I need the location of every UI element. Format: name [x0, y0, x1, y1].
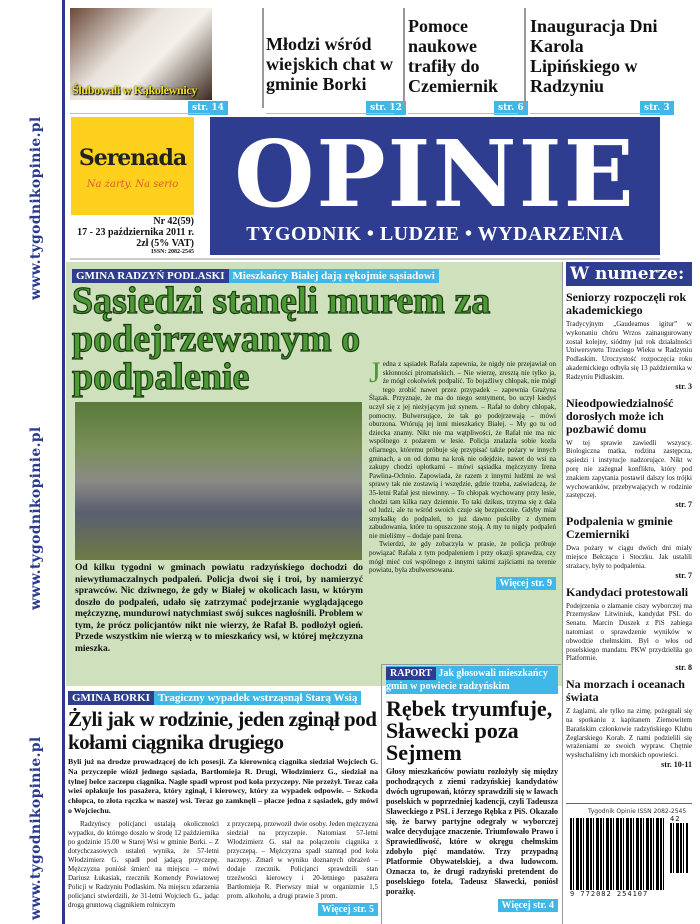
- ad-brand: Serenada: [78, 145, 187, 171]
- page-badge[interactable]: str. 3: [640, 101, 674, 115]
- item-title: Podpalenia w gminie Czemierniki: [566, 514, 673, 542]
- sidebar-header: W numerze:: [566, 262, 692, 286]
- article-borki: [68, 688, 378, 916]
- divider: [524, 8, 526, 108]
- teaser-headline: Inauguracja Dni Karola Lipińskiego w Radzyniu: [530, 16, 658, 96]
- teaser-headline: Młodzi wśród wiejskich chat w gminie Borki: [266, 34, 393, 94]
- site-url[interactable]: www.tygodnikopinie.pl: [28, 426, 44, 610]
- teaser-2[interactable]: [408, 16, 522, 96]
- divider: [408, 113, 518, 114]
- barcode: [570, 808, 688, 898]
- sidebar-item[interactable]: [566, 291, 692, 392]
- main-body: [369, 356, 556, 590]
- divider: [566, 803, 692, 804]
- issue-dates: 17 - 23 października 2011 r.: [77, 227, 194, 238]
- article-body: Głosy mieszkańców powiatu rozłożyły się między pochodzących z ziemi radzyńskiej kandydatów dwóch ugrupowań, którzy sprawdzili się w ławach poselskich w poprzedniej kadencji, czyli Tadeusza Sławeckiego z PSL i Jerzego Rębka z PiS. Okazało się, że barwy partyjne odegrały w wyborczej walce decydujące znaczenie. Triumfowało Prawo i Sprawiedliwość, które w okręgu chełmskim zdobyło pięć mandatów. Trzy przypadną Platformie Obywatelskiej, a dwa ludowcom. Oznacza to, że drugi radzyński pretendent do poselskiego fotela, Tadeusz Sławecki, poniósł porażkę.: [386, 767, 558, 896]
- kicker-label: Jak głosowali mieszkańcy gmin w powiecie radzyńskim: [386, 668, 548, 692]
- item-page: str. 7: [675, 500, 692, 510]
- item-text: Podejrzenia o złamanie ciszy wyborczej ma Przemysław Litwiniuk, kandydat PSL do Senatu. Marcin Duszek z PiS zabiega natomiast o sprawdzenie wyników w obwodzie chełmskim. Był o włos od poselskiego mandatu. PKW przydzieliła go Platformie.: [566, 601, 692, 663]
- teaser-caption: Ślubowali w Kąkolewnicy: [72, 83, 198, 97]
- item-page: str. 7: [675, 570, 692, 580]
- more-link[interactable]: Więcej str. 5: [318, 903, 379, 916]
- issn: ISSN: 2082-2545: [151, 249, 194, 255]
- addon-bars: [670, 823, 688, 873]
- barcode-bars: [570, 818, 664, 890]
- sidebar-item[interactable]: [566, 586, 692, 674]
- divider: [530, 113, 660, 114]
- divider: [70, 113, 210, 114]
- item-text: Dwa pożary w ciągu dwóch dni miały miejsce Bełczącu i Stoczku. Jak ustalili strażacy, były to podpalenia.: [566, 544, 692, 570]
- left-border: [62, 0, 65, 924]
- item-text: Tradycyjnym „Gaudeamus igitur” w wykonaniu chóru Wrzos zainaugurowany został kolejny, siódmy już rok działalności Uniwersytetu Trzeciego Wieku w Radzyniu Podlaskim. Uroczystość rozpoczęcia roku akademickiego odbyła się 13 października w Radzyniu Pidlaskim.: [566, 320, 692, 381]
- sidebar-item[interactable]: [566, 678, 692, 770]
- teaser-photo[interactable]: [70, 8, 212, 100]
- main-headline[interactable]: Sąsiedzi stanęli murem za podejrzewanym o podpalenie: [72, 280, 491, 398]
- kicker-label: Mieszkańcy Białej dają rękojmie sąsiadowi: [229, 269, 439, 283]
- more-link[interactable]: Więcej str. 9: [496, 577, 557, 590]
- section-label: GMINA BORKI: [68, 691, 154, 705]
- body-text: edna z sąsiadek Rafała zapewnia, że nigdy nie przejawiał on skłonności piromańskich. – Nie wierzę, zresztą nie tylko ja, że mógł cokolwiek podpalić. To bojaźliwy chłopak, nie mógł tego zrobić nawet przez przypadek – zapewnia Grażyna Ślązak. Przyznaje, że ma do niego sentyment, bo uczył kiedyś uczył się z jej nieżyjącym już synem. – Rafał to dobry chłopak, pomocny. Bulwersujące, że tak go podejrzewają – mówi oburzona. Wtórują jej inni mieszkańcy Białej. – My go tu od dziecka znamy. Nikt nie ma wątpliwości, że Rafał nie ma nic wspólnego z pożarem w lesie. Policja znalazła sobie kozła ofiarnego, któremu próbuje się przypisać także pożary w innych gminach, a on od domu na krok nie odejdzie, nawet do wsi na zakupy chodzi opłotkami – mówi sąsiadka mężczyzny Irena Pawlina-Ochnio. Zapowiada, że razem z innymi ludźmi ze wsi sprawy tak nie zostawią i wszędzie, gdzie trzeba, zaświadczą, że 35-letni Rafał jest niewinny. – To chłopak wychowany przy lesie, chodzi tam kilka razy dziennie. To taki dzikus, trzyma się z dala od ludzi, ale tu wśród swoich czuje się bezpiecznie. Gdyby miał smykałkę do podpaleń, to już dawno puściłby z dymem zabudowania, które tu opuszczone stoją. A my tu nigdy podpaleń nie mieliśmy – dodaje pani Irena.: [369, 360, 556, 540]
- divider: [381, 664, 561, 665]
- issue-price: 2zł (5% VAT): [136, 238, 194, 249]
- article-lead: Byli już na drodze prowadzącej do ich posesji. Za kierownicą ciągnika siedział Wojciech G. Na przyczepie wiózł jednego sąsiada, Bartłomieja R. Drugi, Włodzimierz G., siedział na tylnej belce zaczepu ciągnika. Nagle spadł wprost pod koła przyczepy. Nie przeżył. Teraz cała wieś opłakuje los pasażera, który zginął, i kierowcy, który za wypadek odpowie. – Szkoda chłopca, to złota rączka w naszej wsi. Teraz go zamknęli – płacze jedna z sąsiadek, gdy mówi o Wojciechu.: [68, 757, 378, 815]
- divider: [562, 262, 563, 924]
- kicker-label: Tragiczny wypadek wstrząsnął Starą Wsią: [154, 691, 361, 705]
- sidebar-item[interactable]: [566, 515, 692, 580]
- sidebar-item[interactable]: [566, 397, 692, 511]
- item-page: str. 10-11: [661, 759, 692, 769]
- item-title: Kandydaci protestowali: [566, 584, 689, 599]
- masthead: [210, 117, 660, 255]
- divider: [70, 258, 660, 260]
- drop-cap: J: [369, 356, 381, 389]
- teaser-3[interactable]: [530, 16, 662, 96]
- barcode-number: 9 772082 254107: [570, 890, 649, 898]
- site-url[interactable]: www.tygodnikopinie.pl: [28, 736, 44, 920]
- teaser-1[interactable]: [266, 34, 400, 94]
- more-link[interactable]: Więcej str. 4: [498, 899, 559, 912]
- issue-number: Nr 42(59): [153, 216, 194, 227]
- article-raport: [386, 666, 558, 912]
- item-title: Na morzach i oceanach świata: [566, 677, 685, 705]
- column-text: Radzyńscy policjanci ustalają okoliczności wypadku, do którego doszło w środę 12 października po godzinie 15.00 w Starej Wsi w gminie Borki. – Z dotychczasowych ustaleń wynika, że 57-letni Włodzimierz G. spadł pod jadącą przyczepę. Mężczyzna poniósł śmierć na miejscu – mówi Dariusz Łukasiak, rzecznik Komendy Powiatowej Policji w Radzyniu Podlaskim. Na miejscu zdarzenia policjanci stwierdzili, że 31-letni Wojciech G., jadąc drogą gruntową ciągnikiem rolniczym: [68, 819, 219, 909]
- item-page: str. 3: [675, 381, 692, 391]
- sidebar: [566, 262, 692, 770]
- page-badge[interactable]: str. 14: [188, 101, 228, 115]
- masthead-subtitle: TYGODNIK • LUDZIE • WYDARZENIA: [246, 223, 624, 245]
- item-text: Z żaglami, ale tylko na zimę, pożegnali się na spotkaniu z kapitanem Ziemowitem Barańskim członkowie radzyńskiego Klubu Żeglarskiego Korab. Z nami podzielili się wrażeniami ze swoich wypraw. Chętnie wysłuchaliśmy ich morskich opowieści.: [566, 707, 692, 760]
- ad-tagline: Na żarty. Na serio: [86, 179, 179, 190]
- divider: [262, 8, 264, 108]
- column-text: z przyczepą, przewoził dwie osoby. Jeden mężczyzna siedział na przyczepie. Natomiast 57-letni Włodzimierz G. stał na połączeniu ciągnika z przyczepą. – Mężczyzna spadł stamtąd pod koła naczepy. Zmarł w wyniku doznanych obrażeń – dodaje rzecznik. Policjanci sprawdzili stan trzeźwości kierowcy i 20-letniego pasażera Bartłomieja R. Pierwszy miał w organizmie 1,5 prom. alkoholu, a drugi prawie 3 prom.: [227, 819, 378, 900]
- item-title: Seniorzy rozpoczęli rok akademickiego: [566, 290, 687, 317]
- issue-info: [71, 216, 194, 256]
- main-photo: [75, 402, 362, 560]
- item-text: W tej sprawie zawiedli wszyscy. Biologiczna matka, rodzina zastępcza, sąsiedzi i instytucje nadzorujące. Nikt w porę nie zażegnał konfliktu, który pod znakiem zapytania postawił dalszy los trójki wychowanków, przebywających w rodzinie zastępczej.: [566, 438, 692, 500]
- divider: [403, 8, 405, 108]
- side-url-strip: [28, 0, 62, 924]
- serenada-ad[interactable]: [71, 117, 194, 215]
- main-lead: Od kilku tygodni w gminach powiatu radzyńskiego dochodzi do niewytłumaczalnych podpaleń. Policja dwoi się i troi, by namierzyć sprawców. Nic dziwnego, że gdy w Białej w okolicach lasu, w którym doszło do podpaleń, udało się zatrzymać podejrzanie wyglądającego mężczyznę, mundurowi natychmiast swój sukces nagłośnili. Problem w tym, że prócz policjantów nikt nie wierzy, że Rafał B. podłożył ogień. Przede wszystkim nie wierzą w to mieszkańcy wsi, w której mężczyzna mieszka.: [75, 563, 363, 654]
- divider: [381, 664, 382, 924]
- section-label: RAPORT: [386, 667, 436, 680]
- item-page: str. 8: [675, 663, 692, 673]
- article-headline[interactable]: Rębek tryumfuje, Sławecki poza Sejmem: [386, 696, 553, 765]
- article-headline[interactable]: Żyli jak w rodzinie, jeden zginął pod kołami ciągnika drugiego: [68, 707, 377, 754]
- item-title: Nieodpowiedzialność dorosłych może ich pozbawić domu: [566, 395, 674, 436]
- page-badge[interactable]: str. 6: [494, 101, 528, 115]
- page-badge[interactable]: str. 12: [366, 101, 406, 115]
- section-label: GMINA RADZYŃ PODLASKI: [72, 269, 229, 283]
- body-text: Twierdzi, że gdy zobaczyła w prasie, że policja próbuje powiązać Rafała z tym podpaleniem i przy okazji sprawdza, czy mógł mieć coś wspólnego z innymi takimi zajściami na terenie powiatu, była zbulwersowana.: [369, 540, 556, 575]
- barcode-issue: 42: [670, 815, 681, 823]
- barcode-caption: Tygodnik Opinie ISSN 2082-2545: [588, 808, 687, 815]
- masthead-title: OPINIE: [234, 120, 636, 228]
- teaser-headline: Pomoce naukowe trafiły do Czemiernik: [408, 16, 498, 96]
- divider: [266, 113, 394, 114]
- site-url[interactable]: www.tygodnikopinie.pl: [28, 116, 44, 300]
